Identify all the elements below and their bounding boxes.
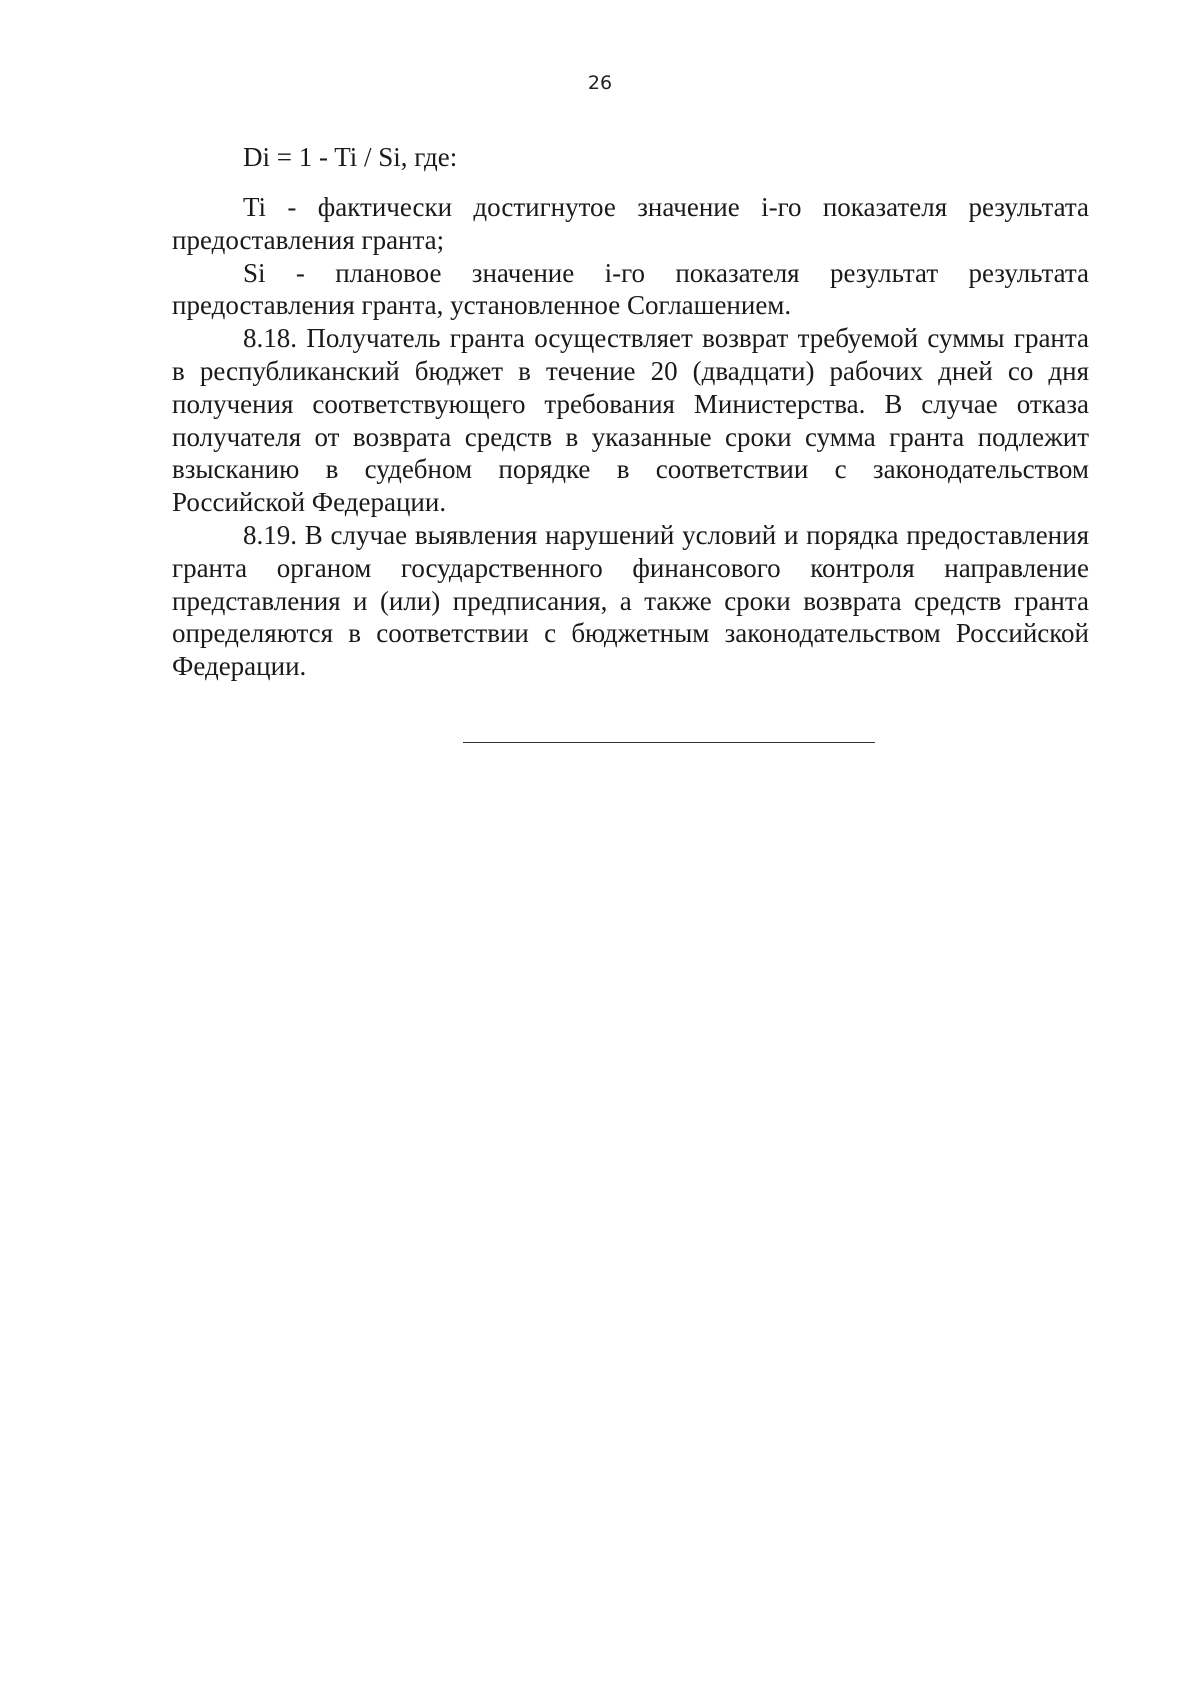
page-number: 26 bbox=[587, 72, 613, 94]
paragraph-8-18: 8.18. Получатель гранта осуществляет возврат требуемой суммы гранта в республиканский бюджет в течение 20 (двадцати) рабочих дней со дня получения соответствующего требования Министерства. В случае отказа получателя от возврата средств в указанные сроки сумма гранта подлежит взысканию в судебном порядке в соответствии с законодательством Российской Федерации. bbox=[172, 323, 1089, 518]
formula-line: Di = 1 - Ti / Si, где: bbox=[243, 142, 458, 172]
body-text bbox=[172, 191, 1089, 683]
end-separator-line bbox=[463, 742, 875, 743]
paragraph-si-definition: Si - плановое значение i-го показателя результат результата предоставления гранта, установленное Соглашением. bbox=[172, 257, 1089, 321]
paragraph-ti-definition: Ti - фактически достигнутое значение i-го показателя результата предоставления гранта; bbox=[172, 192, 1089, 255]
paragraph-8-19: 8.19. В случае выявления нарушений условий и порядка предоставления гранта органом государственного финансового контроля направление представления и (или) предписания, а также сроки возврата средств гранта определяются в соответствии с бюджетным законодательством Российской Федерации. bbox=[172, 519, 1089, 682]
